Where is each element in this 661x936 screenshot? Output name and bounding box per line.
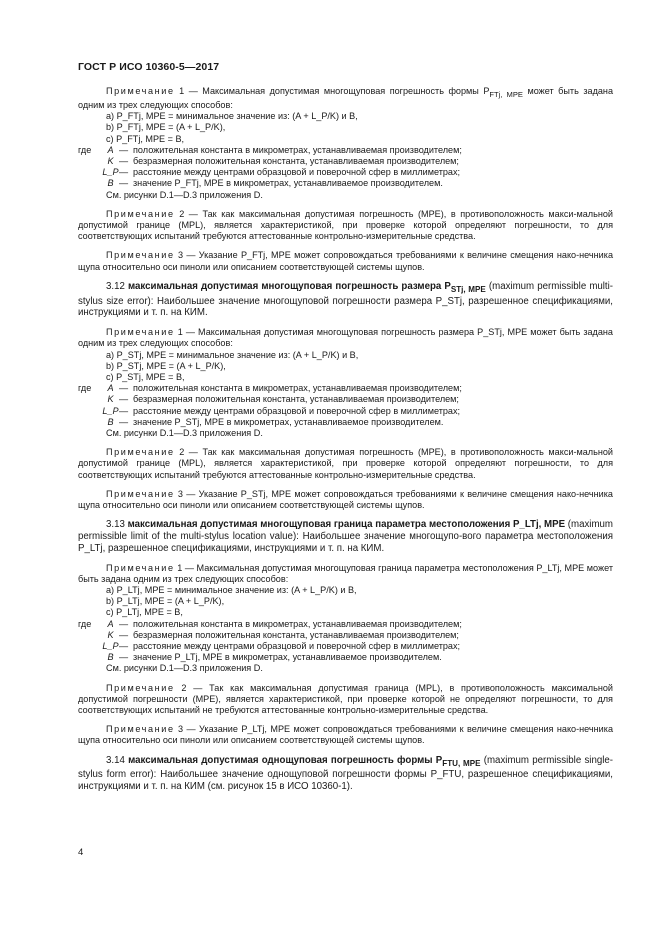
note-2-3-12 (78, 447, 613, 481)
where-text: безразмерная положительная константа, устанавливаемая производителем; (133, 156, 459, 167)
term-definition: (maximum permissible limit of the multi-stylus location value): Наибольшее значение многощупо-вого параметра местоположения P_LTj, разрешенное спецификациями, инструкциями и т. п. на КИМ. (78, 519, 613, 554)
term-3-12 (78, 281, 613, 319)
dash: — (119, 383, 129, 394)
where-row-a (78, 619, 613, 630)
where-row-k (78, 156, 613, 167)
where-text: расстояние между центрами образцовой и поверочной сфер в миллиметрах; (133, 167, 461, 178)
term-number: 3.12 (106, 280, 125, 292)
option-a: a) P_FTj, MPE = минимальное значение из: (A + L_P/K) и B, (106, 111, 358, 122)
note-label: Примечание (106, 488, 175, 499)
where-text: положительная константа в микрометрах, устанавливаемая производителем; (133, 383, 462, 394)
symbol: L_P (102, 405, 119, 416)
term-3-14 (78, 755, 613, 793)
subscript: STj, MPE (450, 284, 486, 294)
note-text: 1 — Максимальная допустимая многощуповая погрешность размера P_STj, MPE может быть задана одним из трех следующих способов: (78, 327, 613, 349)
term-definition: (maximum permissible single-stylus form error): Наибольшее значение однощуповой погрешности формы P_FTU, разрешенное спецификациями, инструкциями и т. п. на КИМ (см. рисунок 15 в ИСО 10360-1). (78, 754, 613, 793)
where-row-b (78, 652, 613, 663)
where-row-b (78, 178, 613, 189)
note-label: Примечание (106, 208, 175, 219)
where-row-b (78, 417, 613, 428)
symbol: B (107, 416, 114, 427)
where-row-l (78, 406, 613, 417)
symbol: A (107, 618, 114, 629)
page-content (78, 86, 613, 793)
symbol: K (107, 629, 114, 640)
dash: — (119, 167, 129, 178)
where-row-k (78, 394, 613, 405)
note-text: 1 — Максимальная допустимая многощуповая погрешность формы P (174, 86, 490, 96)
subscript: FTj, MPE (489, 89, 523, 99)
where-word: где (78, 383, 92, 394)
subscript: FTU, MPE (442, 758, 481, 768)
where-word: где (78, 144, 92, 155)
term-3-13 (78, 519, 613, 554)
note-text: 2 — Так как максимальная допустимая погрешность (MPE), в противоположность макси-мальной допустимой границе (MPL), является характеристикой, при проверке которой определяют погрешности, то для соответствующих испытаний требуются аттестованные контрольно-измерительные средства. (78, 208, 613, 242)
dash: — (119, 405, 129, 416)
where-text: положительная константа в микрометрах, устанавливаемая производителем; (133, 618, 462, 629)
dash: — (119, 156, 129, 167)
where-row-l (78, 641, 613, 652)
option-b: b) P_FTj, MPE = (A + L_P/K), (106, 122, 226, 133)
symbol: K (107, 156, 114, 167)
dash: — (119, 178, 129, 189)
option-c: c) P_FTj, MPE = B, (106, 133, 185, 144)
where-row-k (78, 630, 613, 641)
note-3-3-11 (78, 250, 613, 272)
note-label: Примечание (106, 250, 175, 261)
page-header: ГОСТ Р ИСО 10360-5—2017 (78, 61, 220, 73)
where-text: безразмерная положительная константа, устанавливаемая производителем; (133, 629, 459, 640)
symbol: A (107, 144, 114, 155)
where-text: положительная константа в микрометрах, устанавливаемая производителем; (133, 144, 462, 155)
note-2-3-13 (78, 683, 613, 717)
dash: — (119, 394, 129, 405)
dash: — (119, 652, 129, 663)
term-title: максимальная допустимая однощуповая погрешность формы P (128, 754, 443, 766)
option-b: b) P_STj, MPE = (A + L_P/K), (106, 360, 226, 371)
dash: — (119, 144, 129, 155)
note-text: 3 — Указание P_FTj, MPE может сопровождаться требованиями к величине смещения нако-нечника щупа относительно оси пиноли или описанием соответствующей системы щупов. (78, 250, 613, 272)
note-3-3-12 (78, 489, 613, 511)
term-number: 3.14 (106, 754, 125, 766)
page-number: 4 (78, 847, 84, 858)
note-2-3-11 (78, 209, 613, 243)
symbol: K (107, 394, 114, 405)
note-label: Примечание (106, 682, 175, 693)
where-row-l (78, 167, 613, 178)
dash: — (119, 618, 129, 629)
where-text: значение P_LTj, MPE в микрометрах, устанавливаемое производителем. (133, 652, 442, 663)
note-3-3-13 (78, 724, 613, 746)
symbol: L_P (102, 167, 119, 178)
dash: — (119, 629, 129, 640)
see-figures: См. рисунки D.1—D.3 приложения D. (106, 189, 263, 200)
where-text: безразмерная положительная константа, устанавливаемая производителем; (133, 394, 459, 405)
note-label: Примечание (106, 327, 175, 338)
note-text: 2 — Так как максимальная допустимая погрешность (MPE), в противоположность макси-мальной допустимой границе (MPL), является характеристикой, при проверке которой определяют погрешности, то для соответствующих испытаний требуются аттестованные контрольно-измерительные средства. (78, 447, 613, 480)
note-label: Примечание (106, 86, 175, 96)
option-c: c) P_STj, MPE = B, (106, 372, 185, 382)
where-text: значение P_FTj, MPE в микрометрах, устанавливаемое производителем. (133, 178, 443, 189)
note-1-3-12 (78, 327, 613, 349)
note-1-3-13 (78, 563, 613, 585)
see-figures: См. рисунки D.1—D.3 приложения D. (106, 428, 263, 439)
note-text: 3 — Указание P_STj, MPE может сопровождаться требованиями к величине смещения нако-нечника щупа относительно оси пиноли или описанием соответствующей системы щупов. (78, 488, 613, 511)
where-row-a (78, 145, 613, 156)
note-label: Примечание (106, 562, 175, 573)
option-b: b) P_LTj, MPE = (A + L_P/K), (106, 596, 225, 607)
note-label: Примечание (106, 447, 175, 458)
dash: — (119, 416, 129, 427)
where-text: расстояние между центрами образцовой и поверочной сфер в миллиметрах; (133, 405, 461, 416)
term-definition: (maximum permissible multi-stylus size error): Наибольшее значение многощуповой погрешности размера P_STj, разрешенное спецификациями, инструкциями и т. п. на КИМ. (78, 280, 614, 319)
where-text: значение P_STj, MPE в микрометрах, устанавливаемое производителем. (133, 416, 444, 427)
term-title: максимальная допустимая многощуповая граница параметра местоположения P_LTj, MPE (127, 519, 566, 531)
term-title: максимальная допустимая многощуповая погрешность размера P (127, 280, 451, 292)
symbol: B (107, 178, 114, 189)
where-row-a (78, 383, 613, 394)
symbol: L_P (102, 641, 119, 652)
note-text: 2 — Так как максимальная допустимая граница (MPL), в противоположность максимальной допустимой погрешности (MPE), является характеристикой, при проверке которой не определяют погрешности, то для соответствующих испытаний не требуются аттестованные контрольно-измерительные средства. (78, 682, 613, 716)
symbol: A (107, 383, 114, 394)
dash: — (119, 641, 129, 652)
option-a: a) P_LTj, MPE = минимальное значение из: (A + L_P/K) и B, (106, 585, 357, 596)
option-c: c) P_LTj, MPE = B, (106, 607, 183, 618)
see-figures: См. рисунки D.1—D.3 приложения D. (106, 663, 263, 674)
term-number: 3.13 (106, 519, 125, 531)
symbol: B (107, 652, 114, 663)
where-word: где (78, 618, 92, 629)
option-a: a) P_STj, MPE = минимальное значение из: (A + L_P/K) и B, (106, 349, 359, 360)
note-text: может быть задана одним из трех следующих способов: (78, 86, 614, 111)
note-text: 1 — Максимальная допустимая многощуповая граница параметра местоположения P_LTj, MPE может быть задана одним из трех следующих способов: (78, 562, 613, 584)
note-text: 3 — Указание P_LTj, MPE может сопровождаться требованиями к величине смещения нако-нечника щупа относительно оси пиноли или описанием соответствующей системы щупов. (78, 724, 613, 746)
note-label: Примечание (106, 724, 175, 735)
note-1-3-11 (78, 86, 613, 111)
where-text: расстояние между центрами образцовой и поверочной сфер в миллиметрах; (133, 641, 461, 652)
